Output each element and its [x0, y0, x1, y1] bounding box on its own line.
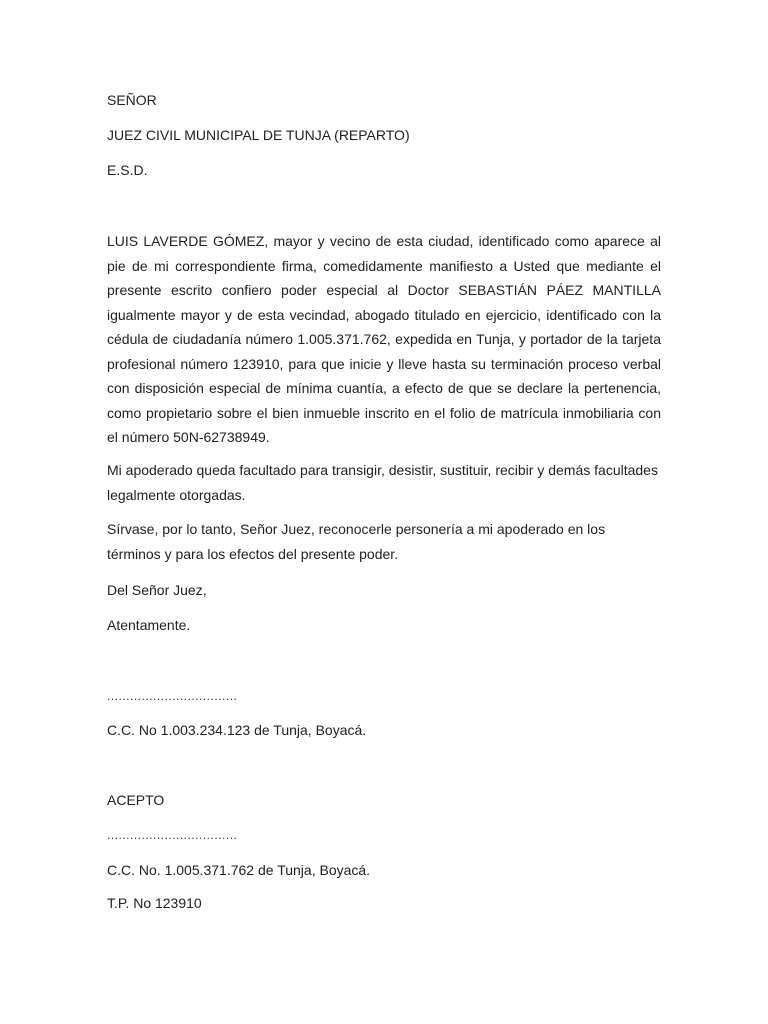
- grantor-signature-line: ..................................: [107, 689, 238, 703]
- body-paragraph-3: Sírvase, por lo tanto, Señor Juez, reconocerle personería a mi apoderado en los términos y para los efectos del presente poder.: [107, 521, 606, 562]
- attorney-professional-card: T.P. No 123910: [107, 895, 202, 911]
- accept-label: ACEPTO: [107, 792, 165, 808]
- closing-salutation: Del Señor Juez,: [107, 582, 207, 598]
- body-paragraph-2: Mi apoderado queda facultado para transigir, desistir, sustituir, recibir y demás facultades legalmente otorgadas.: [107, 462, 658, 503]
- attorney-id: C.C. No. 1.005.371.762 de Tunja, Boyacá.: [107, 862, 371, 878]
- addressee-title: SEÑOR: [107, 92, 157, 108]
- attorney-signature-line: ..................................: [107, 828, 238, 842]
- addressee-court: JUEZ CIVIL MUNICIPAL DE TUNJA (REPARTO): [107, 127, 410, 143]
- body-paragraph-1: LUIS LAVERDE GÓMEZ, mayor y vecino de esta ciudad, identificado como aparece al pie de mi correspondiente firma, comedidamente manifiesto a Usted que mediante el presente escrito confiero poder especial al Doctor SEBASTIÁN PÁEZ MANTILLA igualmente mayor y de esta vecindad, abogado titulado en ejercicio, identificado con la cédula de ciudadanía número 1.005.371.762, expedida en Tunja, y portador de la tarjeta profesional número 123910, para que inicie y lleve hasta su terminación proceso verbal con disposición especial de mínima cuantía, a efecto de que se declare la pertenencia, como propietario sobre el bien inmueble inscrito en el folio de matrícula inmobiliaria con el número 50N-62738949.: [107, 233, 661, 445]
- closing-atentamente: Atentamente.: [107, 617, 191, 633]
- grantor-id: C.C. No 1.003.234.123 de Tunja, Boyacá.: [107, 722, 367, 738]
- addressee-esd: E.S.D.: [107, 162, 148, 178]
